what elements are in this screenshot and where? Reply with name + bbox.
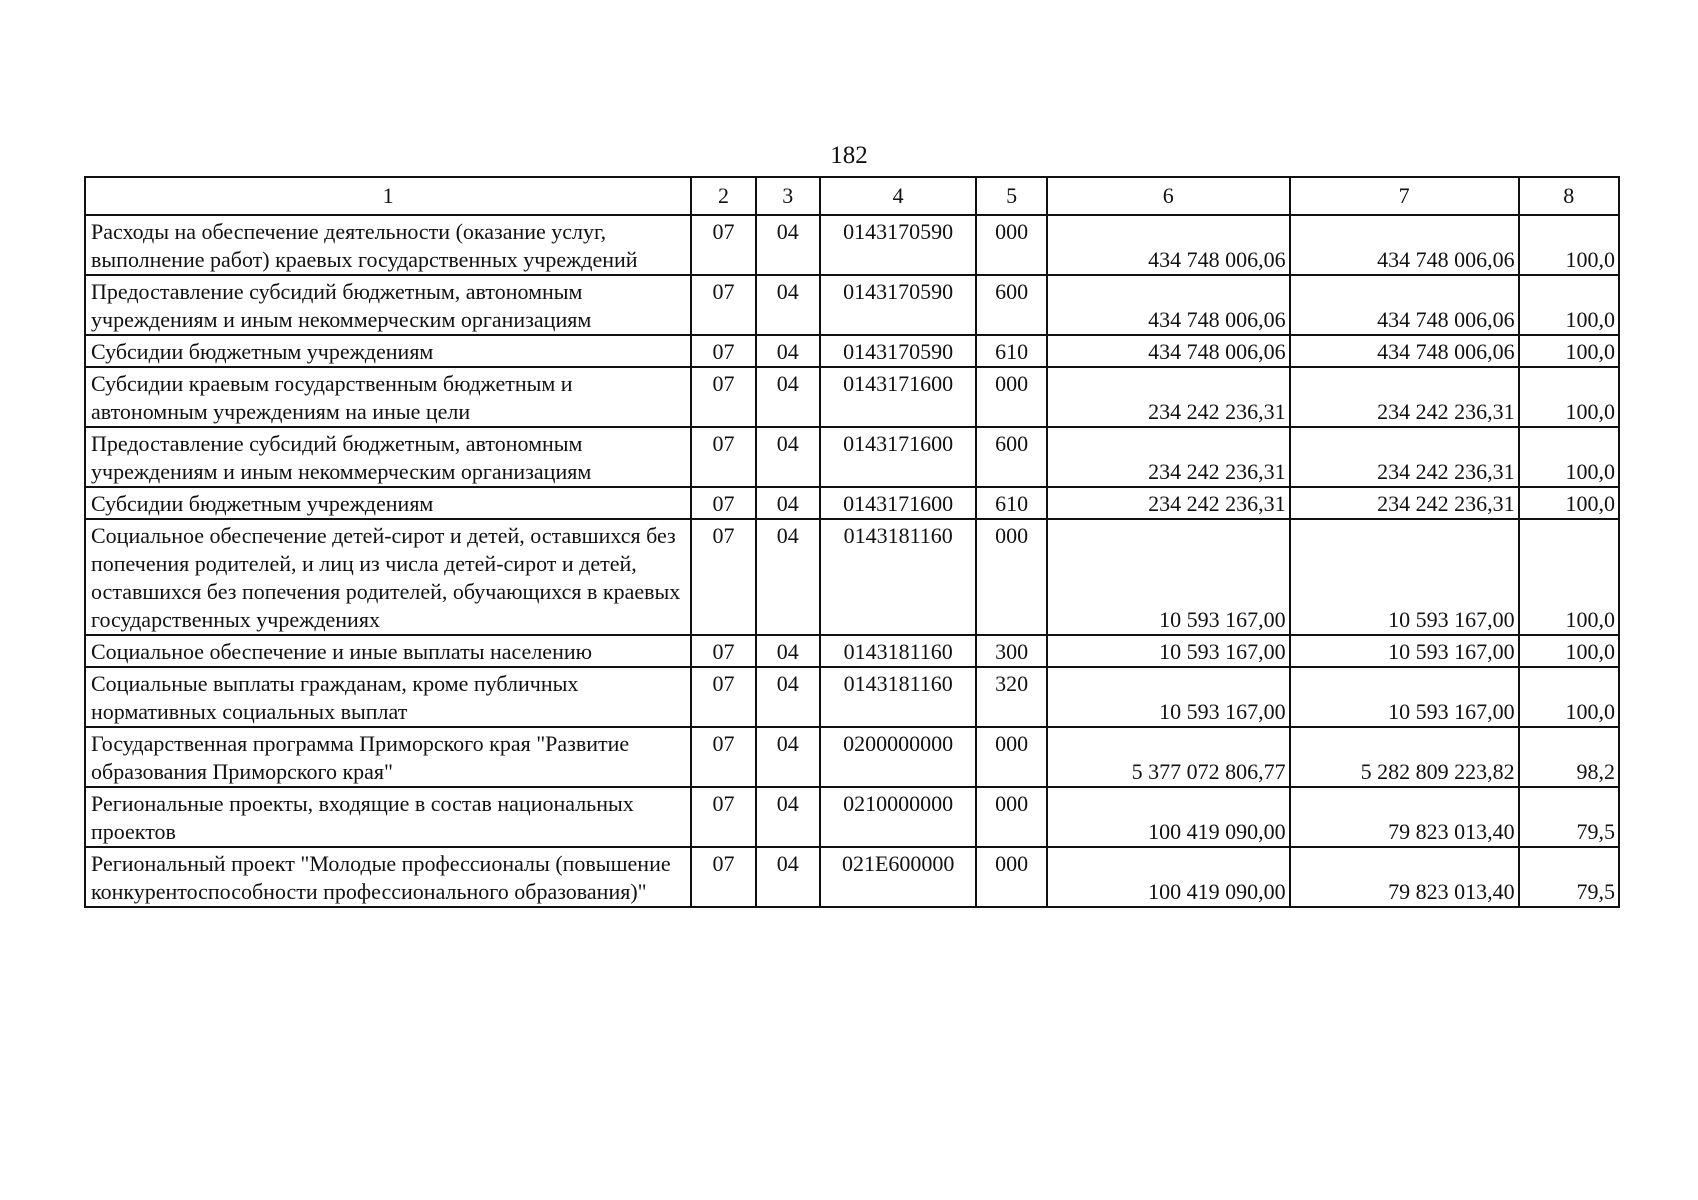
row-subsection: 04 (756, 519, 820, 635)
row-subsection: 04 (756, 727, 820, 787)
row-subsection: 04 (756, 635, 820, 667)
row-name: Предоставление субсидий бюджетным, автономным учреждениям и иным некоммерческим организациям (85, 427, 691, 487)
row-subsection: 04 (756, 367, 820, 427)
row-plan-amount: 234 242 236,31 (1047, 487, 1290, 519)
row-expense-type: 600 (976, 275, 1046, 335)
row-target-article: 0143170590 (820, 275, 977, 335)
table-row (85, 367, 1619, 427)
row-percent: 100,0 (1519, 427, 1619, 487)
table-row (85, 487, 1619, 519)
row-actual-amount: 5 282 809 223,82 (1290, 727, 1519, 787)
row-section: 07 (691, 427, 755, 487)
row-name: Социальное обеспечение детей-сирот и детей, оставшихся без попечения родителей, и лиц из числа детей-сирот и детей, оставшихся без попечения родителей, обучающихся в краевых государственных учреждениях (85, 519, 691, 635)
row-actual-amount: 79 823 013,40 (1290, 847, 1519, 907)
row-subsection: 04 (756, 847, 820, 907)
row-section: 07 (691, 335, 755, 367)
table-header-row (85, 177, 1619, 215)
row-target-article: 0143181160 (820, 635, 977, 667)
row-actual-amount: 434 748 006,06 (1290, 275, 1519, 335)
row-section: 07 (691, 787, 755, 847)
row-subsection: 04 (756, 215, 820, 275)
row-actual-amount: 234 242 236,31 (1290, 487, 1519, 519)
row-name: Социальное обеспечение и иные выплаты населению (85, 635, 691, 667)
row-section: 07 (691, 635, 755, 667)
row-actual-amount: 10 593 167,00 (1290, 519, 1519, 635)
row-plan-amount: 10 593 167,00 (1047, 519, 1290, 635)
row-plan-amount: 234 242 236,31 (1047, 367, 1290, 427)
row-actual-amount: 10 593 167,00 (1290, 667, 1519, 727)
row-section: 07 (691, 215, 755, 275)
row-subsection: 04 (756, 487, 820, 519)
row-percent: 100,0 (1519, 487, 1619, 519)
row-expense-type: 300 (976, 635, 1046, 667)
row-section: 07 (691, 367, 755, 427)
row-name: Государственная программа Приморского края "Развитие образования Приморского края" (85, 727, 691, 787)
header-cell-1: 1 (85, 177, 691, 215)
row-target-article: 0143171600 (820, 427, 977, 487)
row-plan-amount: 10 593 167,00 (1047, 635, 1290, 667)
row-actual-amount: 234 242 236,31 (1290, 427, 1519, 487)
row-expense-type: 000 (976, 367, 1046, 427)
row-name: Социальные выплаты гражданам, кроме публичных нормативных социальных выплат (85, 667, 691, 727)
row-expense-type: 000 (976, 519, 1046, 635)
table-row (85, 787, 1619, 847)
row-name: Региональный проект "Молодые профессионалы (повышение конкурентоспособности профессионального образования)" (85, 847, 691, 907)
row-percent: 100,0 (1519, 667, 1619, 727)
row-section: 07 (691, 519, 755, 635)
table-row (85, 519, 1619, 635)
row-plan-amount: 434 748 006,06 (1047, 275, 1290, 335)
header-cell-5: 5 (976, 177, 1046, 215)
row-section: 07 (691, 847, 755, 907)
row-plan-amount: 10 593 167,00 (1047, 667, 1290, 727)
header-cell-3: 3 (756, 177, 820, 215)
table-row (85, 727, 1619, 787)
row-plan-amount: 100 419 090,00 (1047, 787, 1290, 847)
row-section: 07 (691, 727, 755, 787)
page-number: 182 (830, 142, 868, 169)
row-name: Предоставление субсидий бюджетным, автономным учреждениям и иным некоммерческим организациям (85, 275, 691, 335)
row-percent: 100,0 (1519, 215, 1619, 275)
row-plan-amount: 5 377 072 806,77 (1047, 727, 1290, 787)
row-expense-type: 000 (976, 847, 1046, 907)
header-cell-6: 6 (1047, 177, 1290, 215)
row-name: Субсидии бюджетным учреждениям (85, 487, 691, 519)
row-subsection: 04 (756, 427, 820, 487)
row-name: Субсидии бюджетным учреждениям (85, 335, 691, 367)
table-row (85, 667, 1619, 727)
row-target-article: 0143181160 (820, 667, 977, 727)
header-cell-2: 2 (691, 177, 755, 215)
row-percent: 79,5 (1519, 847, 1619, 907)
row-name: Субсидии краевым государственным бюджетным и автономным учреждениям на иные цели (85, 367, 691, 427)
row-plan-amount: 100 419 090,00 (1047, 847, 1290, 907)
row-target-article: 0143171600 (820, 487, 977, 519)
row-subsection: 04 (756, 275, 820, 335)
table-row (85, 335, 1619, 367)
row-percent: 100,0 (1519, 335, 1619, 367)
row-section: 07 (691, 487, 755, 519)
row-percent: 79,5 (1519, 787, 1619, 847)
row-subsection: 04 (756, 787, 820, 847)
row-percent: 98,2 (1519, 727, 1619, 787)
table-row (85, 215, 1619, 275)
row-percent: 100,0 (1519, 367, 1619, 427)
row-subsection: 04 (756, 667, 820, 727)
row-plan-amount: 434 748 006,06 (1047, 335, 1290, 367)
header-cell-4: 4 (820, 177, 977, 215)
row-actual-amount: 79 823 013,40 (1290, 787, 1519, 847)
row-name: Расходы на обеспечение деятельности (оказание услуг, выполнение работ) краевых государственных учреждений (85, 215, 691, 275)
table-row (85, 847, 1619, 907)
row-percent: 100,0 (1519, 275, 1619, 335)
row-target-article: 021E600000 (820, 847, 977, 907)
row-target-article: 0200000000 (820, 727, 977, 787)
row-name: Региональные проекты, входящие в состав национальных проектов (85, 787, 691, 847)
row-percent: 100,0 (1519, 635, 1619, 667)
row-expense-type: 600 (976, 427, 1046, 487)
row-expense-type: 000 (976, 787, 1046, 847)
row-actual-amount: 434 748 006,06 (1290, 215, 1519, 275)
table-row (85, 635, 1619, 667)
row-section: 07 (691, 275, 755, 335)
row-expense-type: 610 (976, 335, 1046, 367)
row-expense-type: 610 (976, 487, 1046, 519)
row-plan-amount: 434 748 006,06 (1047, 215, 1290, 275)
header-cell-7: 7 (1290, 177, 1519, 215)
row-actual-amount: 234 242 236,31 (1290, 367, 1519, 427)
row-target-article: 0143171600 (820, 367, 977, 427)
table-row (85, 275, 1619, 335)
row-target-article: 0143170590 (820, 335, 977, 367)
row-actual-amount: 10 593 167,00 (1290, 635, 1519, 667)
row-subsection: 04 (756, 335, 820, 367)
row-target-article: 0143181160 (820, 519, 977, 635)
table-row (85, 427, 1619, 487)
row-target-article: 0143170590 (820, 215, 977, 275)
row-target-article: 0210000000 (820, 787, 977, 847)
budget-table (84, 176, 1620, 908)
row-plan-amount: 234 242 236,31 (1047, 427, 1290, 487)
row-expense-type: 320 (976, 667, 1046, 727)
row-expense-type: 000 (976, 727, 1046, 787)
row-expense-type: 000 (976, 215, 1046, 275)
row-section: 07 (691, 667, 755, 727)
header-cell-8: 8 (1519, 177, 1619, 215)
row-actual-amount: 434 748 006,06 (1290, 335, 1519, 367)
row-percent: 100,0 (1519, 519, 1619, 635)
